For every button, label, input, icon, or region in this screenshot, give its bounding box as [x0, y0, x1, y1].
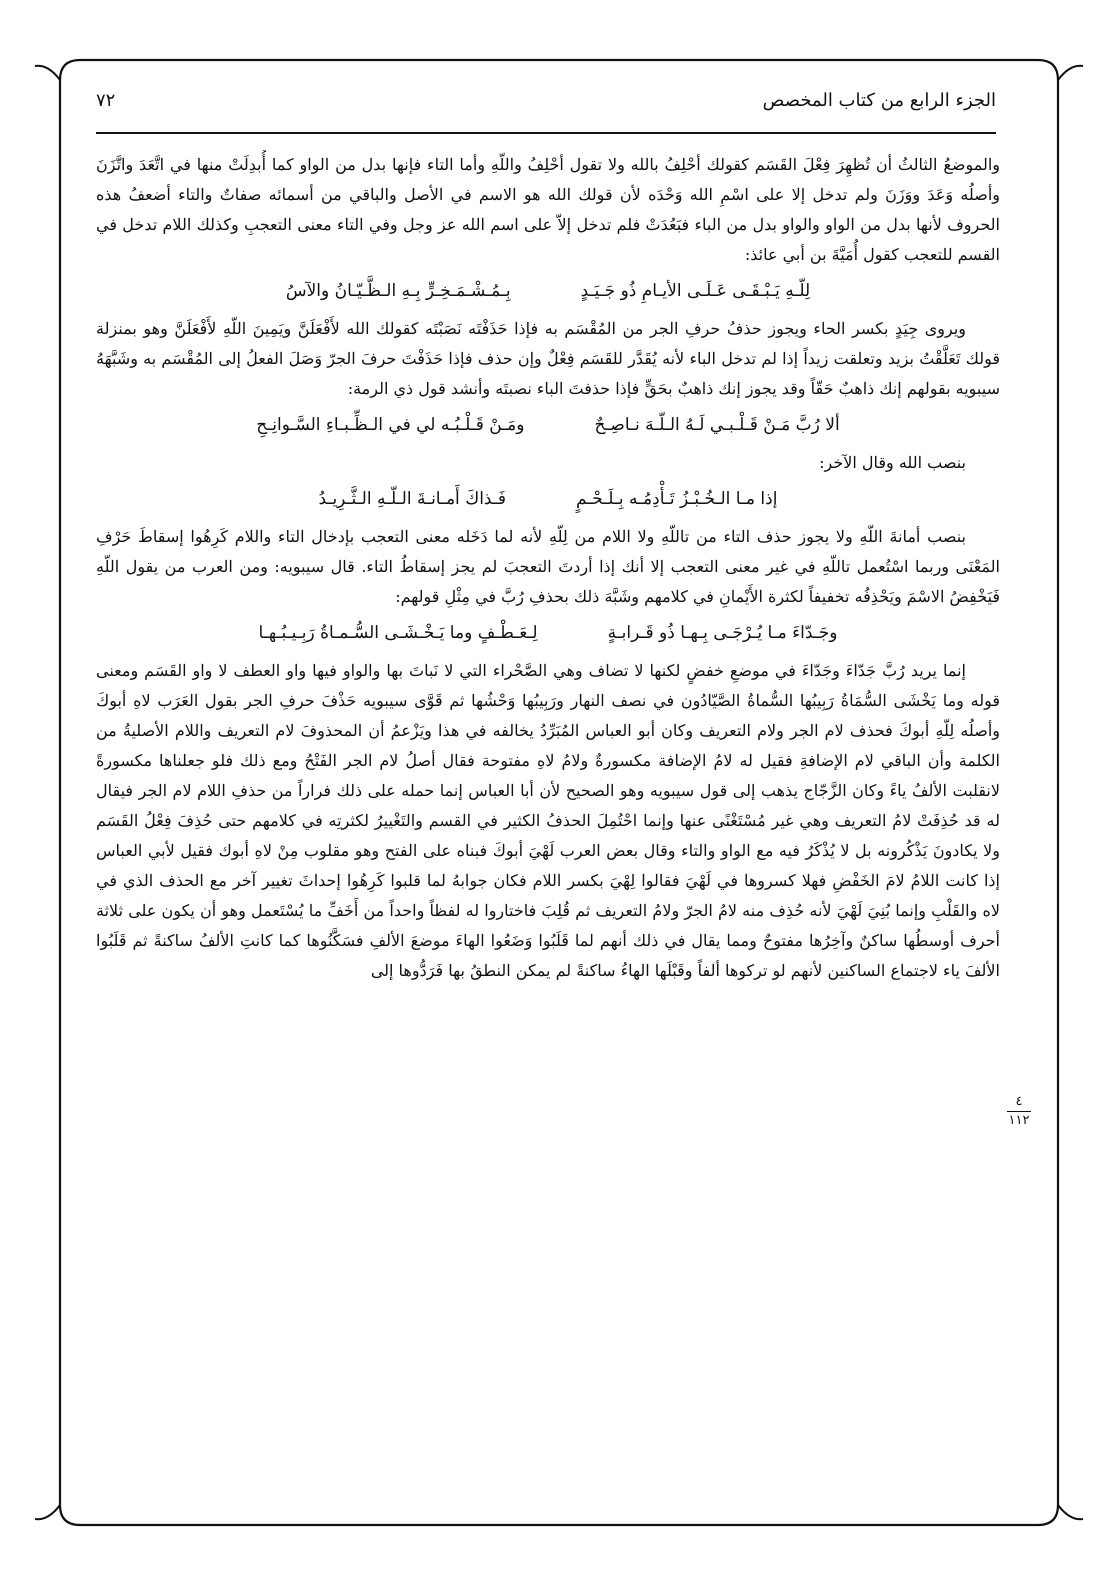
margin-reference-top: ٤ [1015, 1094, 1023, 1109]
verse-1-second-hemistich: بِـمُـشْـمَـخِـرٍّ بِـهِ الـظَّـيّـانُ والآسُ [285, 281, 511, 301]
verse-3 [96, 484, 1000, 514]
running-header [96, 80, 996, 120]
paragraph-5: إنما يريد رُبَّ جَدّاءَ وجَدّاءَ في موضعِ خفضٍ لكنها لا تضاف وهي الصَّحْراء التي لا نَباتَ بها والواو فيها واو العطف لا واو القَسَم ومعنى قوله وما يَخْشَى السُّمَاةُ رَبِيبُها السُّماةُ الصَّيّادُون في نصف النهار ورَبِيبُها وَحْشُها ثم قَوَّى سيبويه حَذْفَ حرفِ الجر بقول العَرَب لاهِ أبوكَ وأصلُه لِلّهِ أبوكَ فحذف لام الجر ولام التعريف وكان أبو العباس المُبَرِّدُ يخالفه في هذا ويَزْعمُ أن المحذوفَ لام التعريف واللام الأصليةُ من الكلمة وأن الباقي لام الإضافةِ فقيل له لامُ الإضافة مكسورةٌ ولامُ لاهِ مفتوحة فقال أصلُ لام الجر الفَتْحُ ومع ذلك فلو جعلناها مكسورةً لانقلبت الألفُ ياءً وكان الزَّجّاج يذهب إلى قول سيبويه وهو الصحيح لأن أبا العباس إنما حمله على ذلك فراراً من حذفِ اللام لام الجر فيقال له قد حُذِفَتْ لامُ التعريف وهي غير مُسْتَغْنًى عنها وإنما احْتُمِلَ الحذفُ الكثير في القسم والتَغْييرُ لكثرتِه في كلامهم حتى حُذِفَ فِعْلُ القَسَم ولا يكادونَ يَذْكُرونه بل لا يُذْكَرُ فيه مع الواو والتاء وقال بعض العرب لَهْيَ أبوكَ فبناه على الفتح وهو مقلوب مِنْ لاهِ أبوك فقيل لأبي العباس إذا كانت اللامُ لامَ الخَفْضِ فهلا كسروها في لَهْيَ فقالوا لِهْيَ بكسر اللام فكان جوابهُ لما قلبوا كَرِهُوا إحداثَ تغيير آخر مع الحذف الذي في لاه والقَلْبِ وإنما بُنِيَ لَهْيَ لأنه حُذِف منه لامُ الجرّ ولامُ التعريف ثم قُلِبَ فاختاروا له لفظاً واحداً من أَخَفِّ ما يُسْتَعمل وهو أن يكون على ثلاثة أحرف أوسطُها ساكنٌ وآخِرُها مفتوحٌ ومما يقال في ذلك أنهم لما قَلَبُوا وَضَعُوا الهاءَ موضعَ الألفِ فسَكَّنُوها كما كانتِ الألفُ ساكنةً ثم قَلَبُوا الألفَ ياء لاجتماع الساكنين لأنهم لو تركوها ألفاً وقَبْلَها الهاءُ ساكنةً لم يمكن النطقُ بها فَرَدُّوها إلى [96, 661, 1000, 980]
paragraph-3: بنصب الله وقال الآخر: [819, 453, 966, 472]
verse-2-first-hemistich: ألا رُبَّ مَـنْ قَـلْـبـي لَـهُ الـلّـهَ نـاصِـحٌ [594, 415, 840, 435]
verse-1-first-hemistich: لِلّـهِ يَـبْـقَـى عَـلَـى الأيـامِ ذُو جَـيَـدٍ [580, 281, 811, 301]
verse-2 [96, 410, 1000, 440]
verse-4-second-hemistich: لِـعَـطْـفٍ وما يَـخْـشَـى السُّـمـاةُ رَبِـيـبُـهـا [258, 623, 538, 643]
verse-4-first-hemistich: وجَـدّاءَ مـا يُـرْجَـى بِـهـا ذُو قَـرابـةٍ [607, 623, 838, 643]
header-divider [96, 132, 996, 134]
paragraph-2: ويروى جِيَدٍ بكسر الحاء ويجوز حذفُ حرفِ الجر من المُقْسَم به فإذا حَذَفْتَه نَصَبْتَه كقولك الله لأَفْعَلَنَّ ويَمِينَ اللّهِ لأَفْعَلَنَّ وهو بمنزلة قولك تَعَلَّقْتُ بزيد وتعلقت زيداً إذا لم تدخل الباء لأنه يُقَدَّر للقَسَم فِعْلٌ وإن حذف فإذا حَذَفْتَ حرفَ الجرّ وَصَلَ الفعلُ إلى المُقْسَم به وشَبَّهَهُ سيبويه بقولهم إنك ذاهبٌ حَقّاً وقد يجوز إنك ذاهبٌ بحَقٍّ فإذا حذفتَ الباء نصبتَه وأنشد قول ذي الرمة: [96, 319, 1000, 398]
verse-1 [96, 276, 1000, 306]
verse-3-second-hemistich: فَـذاكَ أَمـانـةَ الـلّـهِ الـثَّـرِيـدُ [318, 489, 506, 509]
header-book-title: الجزء الرابع من كتاب المخصص [762, 89, 996, 111]
page-body [96, 150, 1000, 1480]
margin-reference [1004, 1095, 1034, 1128]
page-number: ٧٢ [96, 89, 116, 111]
margin-reference-bottom: ١١٢ [1008, 1113, 1030, 1128]
margin-reference-divider [1007, 1111, 1031, 1112]
verse-2-second-hemistich: ومَـنْ قَـلْـبُـه لي في الـظِّـبـاءِ السَّـوانِـحِ [256, 415, 525, 435]
verse-3-first-hemistich: إذا مـا الـخُـبْـزُ تَـأْدِمُـه بِـلَـحْـمٍ [575, 489, 778, 509]
verse-4 [96, 618, 1000, 648]
paragraph-4: بنصب أمانةَ اللّهِ ولا يجوز حذف التاء من تاللّهِ ولا اللام من لِلّهِ لأنه لما دَخَله معنى التعجب بإدخال التاء واللام كَرِهُوا إسقاطَ حَرْفِ المَعْنَى وربما اسْتُعمل تاللّهِ في غير معنى التعجب إلا أنك إذا أردتَ التعجبَ لم يجز إسقاطُ التاء. قال سيبويه: ومن العرب من يقول اللّهِ فَيَخْفِضُ الاسْمَ ويَحْذِفُه تخفيفاً لكثرة الأَيْمانِ في كلامهم وشَبَّهَ ذلك بحذفِ رُبَّ في مِثْلِ قولهم: [96, 527, 1000, 606]
paragraph-1: والموضعُ الثالثُ أن تُظهِرَ فِعْلَ القَسَم كقولك أحْلِفُ بالله ولا تقول أحْلِفُ واللّهِ وأما التاء فإنها بدل من الواو كما أُبدِلَتْ منها في اتَّعَدَ واتَّزَنَ وأصلُه وَعَدَ ووَزَنَ ولم تدخل إلا على اسْمِ الله وَحْدَه لأن قولك الله هو الاسم في الأصل والباقي من أسمائه صفاتٌ والتاء أضعفُ هذه الحروف لأنها بدل من الواو والواو بدل من الباء فبَعُدَتْ فلم تدخل إلاّ على اسم الله عز وجل وفي التاء معنى التعجبِ وكذلك اللام تدخل في القسم للتعجب كقول أُمَيَّةَ بن أبي عائذ: [96, 155, 1000, 264]
